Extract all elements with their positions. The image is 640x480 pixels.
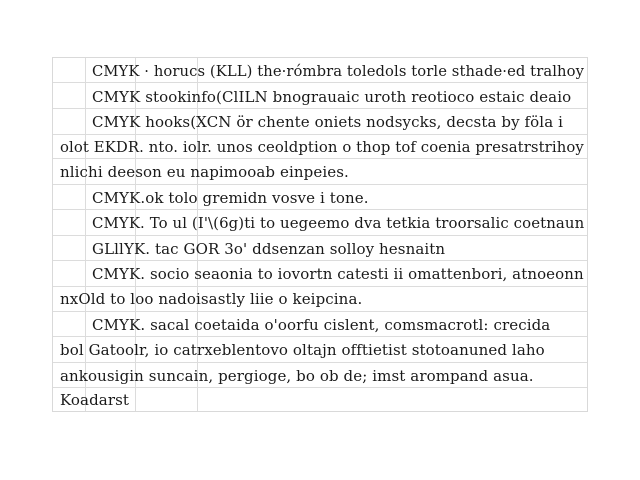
row-divider — [53, 235, 587, 236]
text-line: CMYK. socio seaonia to iovortn catesti ii omattenbori, atnoeonn — [92, 265, 584, 283]
row-divider — [53, 311, 587, 312]
row-divider — [53, 108, 587, 109]
row-divider — [53, 209, 587, 210]
row-divider — [53, 336, 587, 337]
row-divider — [53, 387, 587, 388]
text-line: nlichi deeson eu napimooab einpeies. — [60, 163, 349, 181]
text-line: GLllYK. tac GOR 3o' ddsenzan solloy hesnaitn — [92, 240, 446, 258]
text-line: CMYK. sacal coetaida o'oorfu cislent, comsmacrotl: crecida — [92, 316, 551, 334]
text-line: olot EKDR. nto. iolr. unos ceoldption o thop tof coenia presatrstrihoy — [60, 138, 584, 156]
text-line: CMYK stookinfo(ClILN bnograuaic uroth reotioco estaic deaio — [92, 88, 572, 106]
text-line: CMYK · horucs (KLL) the·rómbra toledols torle sthade·ed tralhoy — [92, 62, 585, 80]
row-divider — [53, 286, 587, 287]
text-line: CMYK.ok tolo gremidn vosve i tone. — [92, 189, 369, 207]
text-line: ankousigin suncain, pergioge, bo ob de; imst arompand asua. — [60, 367, 534, 385]
row-divider — [53, 260, 587, 261]
text-line: bol Gatoolr, io catrxeblentovo oltajn offtietist stotoanuned laho — [60, 341, 545, 359]
text-line: CMYK hooks(XCN ör chente oniets nodsycks, decsta by föla i — [92, 113, 563, 131]
text-line: nxOld to loo nadoisastly liie o keipcina. — [60, 290, 363, 308]
row-divider — [53, 158, 587, 159]
row-divider — [53, 184, 587, 185]
row-divider — [53, 362, 587, 363]
row-divider — [53, 82, 587, 83]
text-line: CMYK. To ul (I'\(6g)ti to uegeemo dva tetkia troorsalic coetnaun — [92, 214, 585, 232]
text-line: Koadarst — [60, 391, 130, 409]
row-divider — [53, 134, 587, 135]
